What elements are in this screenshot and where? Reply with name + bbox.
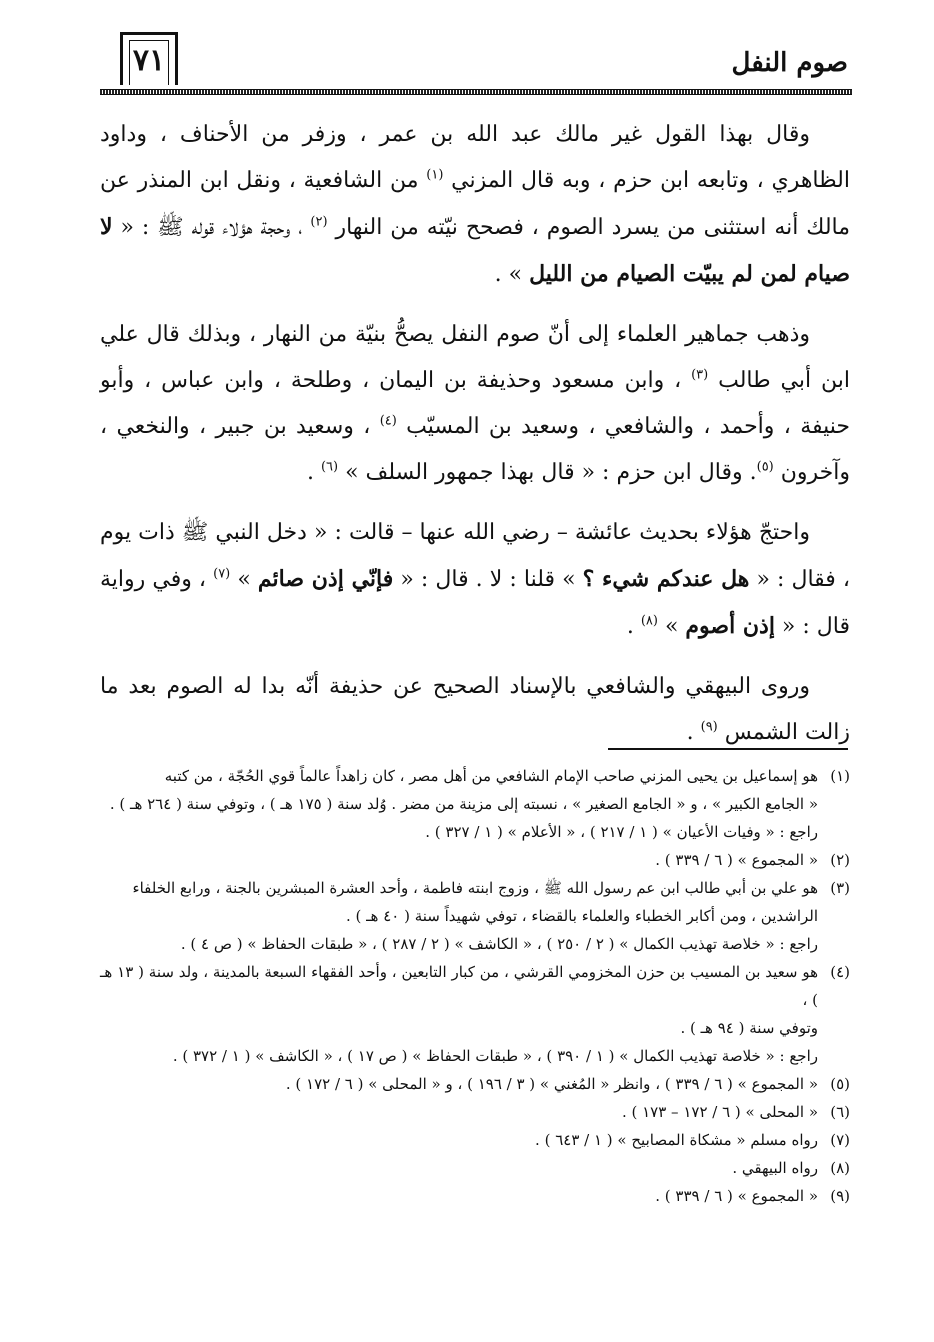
footnote-number: (٨) (830, 1159, 850, 1177)
footnote-number: (٣) (830, 879, 850, 897)
footnote-line: « المحلى » ( ٦ / ١٧٢ – ١٧٣ ) . (621, 1103, 818, 1121)
footnote (100, 1154, 850, 1182)
paragraph (100, 112, 850, 298)
paragraph (100, 510, 850, 650)
text-segment: . وقال ابن حزم : « قال بهذا جمهور السلف » (338, 460, 757, 485)
footnote (100, 1070, 850, 1098)
footnote-line: رواه مسلم « مشكاة المصابيح » ( ١ / ٦٤٣ ) . (535, 1131, 818, 1149)
footnote-marker: (٩) (700, 719, 718, 735)
text-segment: واحتجّ هؤلاء بحديث عائشة – رضي الله عنها – قالت : « دخل النبي ﷺ ذات يوم ، فقال : « (100, 520, 850, 592)
footnote-line: راجع : « خلاصة تهذيب الكمال » ( ١ / ٣٩٠ ) ، « طبقات الحفاظ » ( ص ١٧ ) ، « الكاشف » ( ١ / ٣٧٢ ) . (172, 1047, 818, 1065)
text-segment: وقال بهذا القول غير مالك عبد الله بن عمر ، وزفر من الأحناف ، وداود الظاهري ، وتابعه ابن حزم ، وبه قال المزني (100, 122, 850, 193)
text-segment: ، وحجة هؤلاء قوله ﷺ : « (112, 215, 311, 240)
hadith-quote: إذن أصوم (685, 613, 775, 639)
text-segment: » قلنا : لا . قال : « (393, 567, 583, 592)
text-segment: وذهب جماهير العلماء إلى أنّ صوم النفل يصحُّ بنيّة من النهار ، وبذلك قال علي ابن أبي طالب (100, 322, 850, 393)
footnote-marker: (٦) (320, 459, 339, 475)
footnote-number: (٤) (830, 963, 850, 981)
hadith-quote: هل عندكم شيء ؟ (582, 566, 750, 592)
footnote-marker: (٢) (310, 214, 328, 230)
text-segment: ، وابن مسعود وحذيفة بن اليمان ، وطلحة ، وابن عباس ، وأبو حنيفة ، وأحمد ، والشافعي ، وسعيد بن المسيّب (100, 368, 850, 439)
footnote-marker: (٤) (379, 413, 397, 429)
footnote-marker: (١) (426, 167, 444, 183)
footnote-line: « المجموع » ( ٦ / ٣٣٩ ) . (655, 1187, 818, 1205)
text-segment: . (626, 614, 641, 639)
footnotes (100, 762, 850, 1210)
footnote-number: (٥) (830, 1075, 850, 1093)
footnote-marker: (٧) (213, 566, 231, 582)
paragraph (100, 312, 850, 496)
hadith-quote: لا صيام لمن لم يبيّت الصيام من الليل (100, 214, 850, 287)
hadith-quote: فإنّي إذن صائم (257, 566, 394, 592)
footnote-marker: (٥) (756, 459, 774, 475)
footnote (100, 874, 850, 958)
text-segment: من الشافعية ، ونقل ابن المنذر عن مالك أنه استثنى من يسرد الصوم ، فصحح نيّته من النهار (100, 168, 851, 240)
footnote-separator (608, 748, 848, 750)
footnote-marker: (٨) (640, 613, 658, 629)
footnote-number: (٢) (830, 851, 850, 869)
footnote-line: وتوفي سنة ( ٩٤ هـ ) . (680, 1019, 818, 1037)
footnote-number: (٩) (830, 1187, 850, 1205)
text-segment: ، وسعيد بن جبير ، والنخعي ، وآخرون (100, 414, 850, 485)
text-segment: ، وفي رواية قال : « (100, 567, 850, 639)
page-number: ٧١ (120, 32, 178, 85)
footnote-line: راجع : « خلاصة تهذيب الكمال » ( ٢ / ٢٥٠ ) ، « الكاشف » ( ٢ / ٢٨٧ ) ، « طبقات الحفاظ » ( ص ٤ ) . (180, 935, 818, 953)
footnote-line: الراشدين ، ومن أكابر الخطباء والعلماء بالقضاء ، توفي شهيداً سنة ( ٤٠ هـ ) . (345, 907, 818, 925)
text-segment: . (686, 720, 701, 745)
footnote-number: (٧) (830, 1131, 850, 1149)
text-segment: . (306, 460, 321, 485)
footnote-marker: (٣) (691, 367, 709, 383)
footnote-line: هو سعيد بن المسيب بن حزن المخزومي القرشي ، من كبار التابعين ، وأحد الفقهاء السبعة بالمدينة ، ولد سنة ( ١٣ هـ ) ، (100, 963, 818, 1009)
footnote-number: (١) (830, 767, 850, 785)
page-header (100, 32, 852, 96)
footnote (100, 1126, 850, 1154)
footnote (100, 846, 850, 874)
text-segment: » (657, 614, 686, 639)
text-segment: وروى البيهقي والشافعي بالإسناد الصحيح عن حذيفة أنّه بدا له الصوم بعد ما زالت الشمس (100, 674, 850, 745)
footnote-number: (٦) (830, 1103, 850, 1121)
text-segment: » (230, 567, 258, 592)
footnote-line: هو إسماعيل بن يحيى المزني صاحب الإمام الشافعي من أهل مصر ، كان زاهداً عالماً قوي الحُجّة ، من كتبه (164, 767, 818, 785)
footnote (100, 762, 850, 846)
text-segment: » . (494, 262, 530, 287)
paragraph (100, 664, 850, 756)
footnote-line: هو علي بن أبي طالب ابن عم رسول الله ﷺ ، وزوج ابنته فاطمة ، وأحد العشرة المبشرين بالجنة ، ورابع الخلفاء (132, 879, 818, 897)
main-text (100, 112, 850, 770)
footnote-line: رواه البيهقي . (732, 1159, 818, 1177)
footnote (100, 958, 850, 1070)
footnote-line: « المجموع » ( ٦ / ٣٣٩ ) ، وانظر « المُغني » ( ٣ / ١٩٦ ) ، و « المحلى » ( ٦ / ١٧٢ ) . (285, 1075, 818, 1093)
footnote-line: راجع : « وفيات الأعيان » ( ١ / ٢١٧ ) ، « الأعلام » ( ١ / ٣٢٧ ) . (425, 823, 818, 841)
footnote (100, 1182, 850, 1210)
footnote (100, 1098, 850, 1126)
running-title: صوم النفل (731, 48, 848, 78)
footnote-line: « الجامع الكبير » ، و « الجامع الصغير » ، نسبته إلى مزينة من مضر . وُلد سنة ( ١٧٥ هـ ) ، وتوفي سنة ( ٢٦٤ هـ ) . (109, 795, 818, 813)
header-rule (100, 89, 852, 95)
footnote-line: « المجموع » ( ٦ / ٣٣٩ ) . (655, 851, 818, 869)
